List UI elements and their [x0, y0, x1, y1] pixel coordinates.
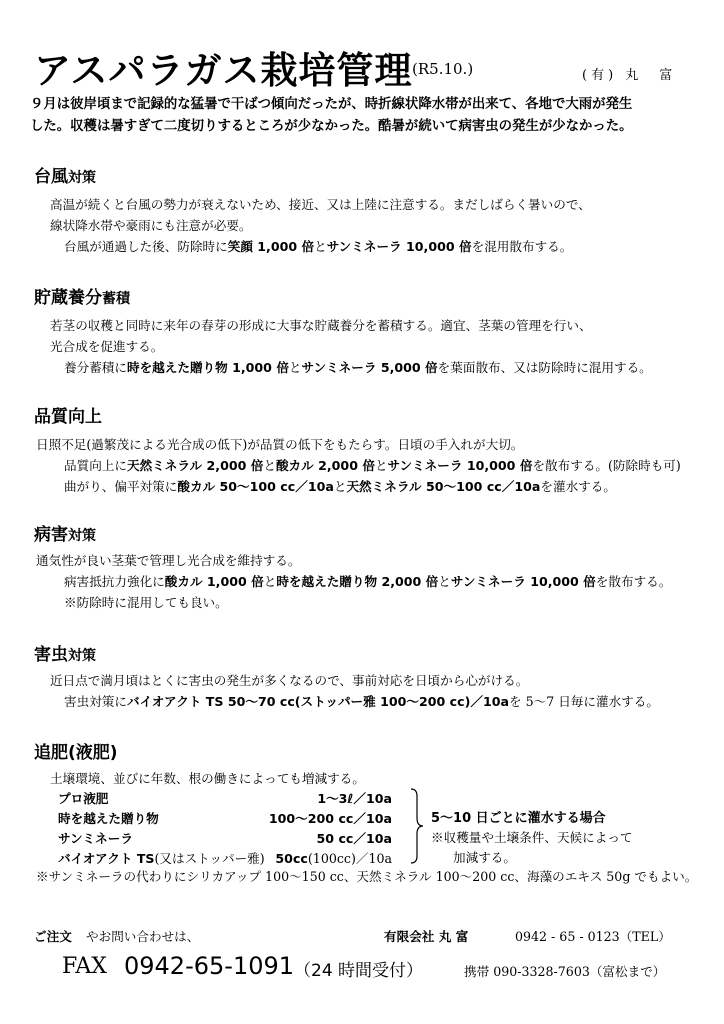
product-amount — [317, 788, 392, 807]
product-dose: 酸カル 50〜100 cc／10a — [177, 479, 334, 494]
text: を灌水する。 — [540, 479, 616, 494]
table-row — [58, 788, 698, 808]
recommendation-line — [64, 476, 616, 495]
text: 台風が通過した後、防除時に — [64, 239, 228, 254]
order-text: やお問い合わせは、 — [86, 929, 200, 944]
text: を混用散布する。 — [471, 239, 573, 254]
intro-line-1: ９月は彼岸頃まで記録的な猛暑で干ばつ傾向だったが、時折線状降水帯が出来て、各地で大雨が発生 — [30, 97, 633, 112]
text: 害虫対策に — [64, 694, 127, 709]
product-dose: サンミネーラ 5,000 倍 — [301, 360, 438, 375]
fax-hours: （24 時間受付） — [294, 961, 424, 981]
product-dose: 酸カル 2,000 倍 — [275, 458, 375, 473]
recommendation-line — [64, 357, 652, 376]
recommendation-line — [64, 691, 659, 710]
product-amount — [269, 808, 392, 827]
heading-sub: 蓄積 — [102, 291, 130, 307]
heading-main: 病害 — [34, 525, 68, 545]
application-note-detail: ※収穫量や土壌条件、天候によって — [431, 830, 633, 845]
text: を 5〜7 日毎に灌水する。 — [508, 694, 659, 709]
fax-line — [0, 952, 724, 986]
product-amount — [317, 828, 392, 847]
body-line: ※防除時に混用しても良い。 — [64, 595, 228, 610]
section-heading: 品質向上 — [34, 407, 102, 427]
footnote: ※サンミネーラの代わりにシリカアップ 100〜150 cc、天然ミネラル 100〜200 cc、海藻のエキス 50g でもよい。 — [36, 869, 698, 884]
product-dose: 時を越えた贈り物 1,000 倍 — [126, 360, 289, 375]
text: 品質向上に — [64, 458, 127, 473]
mobile-number: 携帯 090-3328-7603（富松まで） — [464, 964, 666, 979]
text: を散布する。 — [595, 574, 672, 589]
product-dose: 天然ミネラル 2,000 倍 — [126, 458, 264, 473]
body-line: 線状降水帯や豪雨にも注意が必要。 — [50, 218, 252, 233]
body-line: 光合成を促進する。 — [50, 339, 164, 354]
amount-text: 100〜200 cc／10a — [268, 811, 392, 826]
name-text: バイオアクト TS — [58, 851, 155, 866]
recommendation-line — [64, 455, 681, 474]
order-label: ご注文 — [34, 929, 72, 944]
heading-main: 貯蔵養分 — [34, 288, 102, 308]
amount-extra: (100cc)／10a — [307, 851, 392, 866]
amount-text: 50cc — [275, 851, 308, 866]
body-line: 通気性が良い茎葉で管理し光合成を維持する。 — [36, 553, 301, 568]
body-line: 近日点で満月頃はとくに害虫の発生が多くなるので、事前対応を日頃から心がける。 — [50, 673, 529, 688]
heading-sub: 対策 — [68, 528, 96, 544]
text: と — [314, 239, 327, 254]
heading-main: 害虫 — [34, 645, 68, 665]
body-line: 日照不足(過繁茂による光合成の低下)が品質の低下をもたらす。日頃の手入れが大切。 — [36, 437, 524, 452]
text: と — [288, 360, 302, 375]
product-dose: サンミネーラ 10,000 倍 — [450, 574, 596, 589]
recommendation-line — [64, 571, 671, 590]
text: を葉面散布、又は防除時に混用する。 — [437, 360, 652, 375]
section-heading — [34, 640, 96, 665]
product-dose: 時を越えた贈り物 2,000 倍 — [276, 574, 439, 589]
contact-line — [0, 926, 724, 946]
product-dose: 笑顔 1,000 倍 — [227, 239, 315, 254]
issue-date: (R5.10.) — [412, 60, 474, 78]
application-note: 5〜10 日ごとに灌水する場合 — [431, 811, 606, 826]
product-dose: 酸カル 1,000 倍 — [164, 574, 264, 589]
fax-number: 0942-65-1091 — [124, 952, 295, 980]
body-line: 若茎の収穫と同時に来年の春芽の形成に大事な貯蔵養分を蓄積する。適宜、茎葉の管理を行い、 — [50, 318, 592, 333]
text: 病害抵抗力強化に — [64, 574, 165, 589]
text: と — [333, 479, 347, 494]
section-heading — [34, 162, 96, 187]
product-name — [58, 828, 133, 847]
body-line: 高温が続くと台風の勢力が衰えないため、接近、又は上陸に注意する。まだしばらく暑いので、 — [50, 197, 591, 212]
product-name — [58, 848, 265, 867]
section-heading: 追肥(液肥) — [34, 743, 118, 763]
section-heading — [34, 283, 130, 308]
heading-sub: 対策 — [68, 648, 96, 664]
company-short: (有) 丸 富 — [582, 68, 677, 83]
page-title: アスパラガス栽培管理 — [34, 49, 413, 92]
recommendation-line — [64, 236, 572, 255]
product-dose: サンミネーラ 10,000 倍 — [387, 458, 533, 473]
product-name — [58, 808, 159, 827]
body-line: 土壌環境、並びに年数、根の働きによっても増減する。 — [50, 771, 365, 786]
text: と — [374, 458, 388, 473]
heading-main: 台風 — [34, 167, 68, 187]
name-text: 時を越えた贈り物 — [58, 811, 159, 826]
text: 曲がり、偏平対策に — [64, 479, 178, 494]
amount-text: 1〜3ℓ／10a — [317, 791, 392, 806]
product-dose: 天然ミネラル 50〜100 cc／10a — [346, 479, 541, 494]
name-text: プロ液肥 — [58, 791, 109, 806]
table-row — [58, 848, 698, 868]
heading-sub: 対策 — [68, 170, 96, 186]
intro-line-2: した。収穫は暑すぎて二度切りするところが少なかった。酷暑が続いて病害虫の発生が少なかった。 — [30, 119, 633, 134]
section-heading — [34, 520, 96, 545]
application-note-detail: 加減する。 — [453, 850, 516, 865]
header — [34, 40, 694, 90]
text: と — [438, 574, 451, 589]
text: と — [263, 458, 276, 473]
company-name: 有限会社 丸 富 — [384, 929, 469, 944]
product-dose: バイオアクト TS 50〜70 cc(ストッパー雅 100〜200 cc)／10a — [126, 694, 509, 709]
text: 養分蓄積に — [64, 360, 127, 375]
name-extra: (又はストッパー雅) — [154, 851, 265, 866]
product-name — [58, 788, 108, 807]
text: を散布する。(防除時も可) — [532, 458, 681, 473]
fax-label: FAX — [62, 954, 107, 979]
product-dose: サンミネーラ 10,000 倍 — [326, 239, 472, 254]
name-text: サンミネーラ — [58, 831, 133, 846]
amount-text: 50 cc／10a — [316, 831, 392, 846]
tel-number: 0942 - 65 - 0123（TEL） — [515, 929, 671, 944]
text: と — [263, 574, 277, 589]
product-amount — [275, 848, 392, 867]
right-brace-icon — [410, 788, 424, 864]
intro-paragraph — [30, 94, 700, 138]
